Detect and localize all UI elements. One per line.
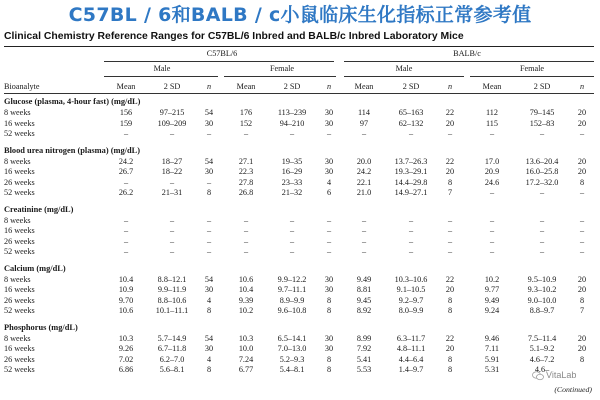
cell-balb-female-n: – [579, 226, 585, 236]
cell-balb-male-mean: – [361, 226, 367, 236]
row-label: 52 weeks [4, 365, 35, 375]
row-label: 26 weeks [4, 177, 35, 187]
cell-balb-female-sd: 9.5–10.9 [527, 275, 557, 284]
cell-balb-female-sd: 7.5–11.4 [527, 334, 557, 343]
sex-rule-balb-male [344, 76, 464, 77]
cell-c57-female-mean: 10.0 [238, 344, 254, 354]
strain-rule-c57bl6 [104, 61, 334, 62]
cell-balb-male-sd: – [408, 236, 414, 246]
cell-c57-male-sd: 5.6–8.1 [159, 365, 185, 375]
cell-c57-male-n: – [206, 129, 212, 139]
cell-c57-male-mean: 10.6 [118, 306, 134, 316]
cell-c57-male-mean: 10.4 [118, 275, 134, 284]
cell-c57-female-n: – [326, 129, 332, 139]
cell-c57-male-mean: 159 [119, 118, 133, 128]
cell-balb-female-n: – [579, 188, 585, 198]
cell-balb-male-n: – [447, 129, 453, 139]
cell-balb-male-sd: 4.8–11.1 [396, 344, 426, 354]
cell-c57-male-n: 30 [204, 344, 214, 354]
cell-c57-female-mean: – [243, 247, 249, 257]
row-label: 8 weeks [4, 157, 31, 166]
cell-c57-male-sd: 9.9–11.9 [157, 285, 187, 295]
cell-c57-male-n: 54 [204, 157, 214, 166]
section-title: Calcium (mg/dL) [4, 263, 66, 273]
cell-c57-male-sd: 8.8–10.6 [157, 295, 187, 305]
cell-balb-female-mean: 9.77 [484, 285, 500, 295]
cell-balb-male-mean: 97 [359, 118, 369, 128]
cell-c57-male-n: – [206, 247, 212, 257]
cell-balb-male-n: 20 [445, 344, 455, 354]
cell-c57-female-n: 4 [326, 177, 332, 187]
cell-balb-male-sd: 62–132 [398, 118, 424, 128]
cell-c57-male-n: 4 [206, 354, 212, 364]
cell-c57-male-n: 8 [206, 306, 212, 316]
cell-balb-female-mean: – [489, 188, 495, 198]
cell-c57-male-sd: 18–22 [161, 167, 183, 177]
watermark [532, 369, 576, 381]
cell-c57-male-mean: 9.26 [118, 344, 134, 354]
cell-c57-female-n: 30 [324, 108, 334, 118]
column-header-c57-male-n: n [206, 82, 212, 91]
strain-header-c57bl6: C57BL/6 [206, 49, 238, 58]
cell-c57-male-sd: – [169, 177, 175, 187]
cell-c57-female-mean: 176 [239, 108, 253, 118]
row-label: 8 weeks [4, 216, 31, 225]
cell-balb-male-n: 8 [447, 306, 453, 316]
cell-c57-male-sd: 97–215 [159, 108, 185, 118]
cell-c57-male-mean: 7.02 [118, 354, 134, 364]
cell-c57-female-sd: 9.9–12.2 [277, 275, 307, 284]
cell-c57-male-sd: 21–31 [161, 188, 183, 198]
cell-balb-male-n: 20 [445, 285, 455, 295]
cell-balb-female-n: 20 [577, 118, 587, 128]
column-header-c57-male-sd: 2 SD [163, 82, 181, 91]
cell-c57-female-mean: 6.77 [238, 365, 254, 375]
cell-balb-male-mean: 24.2 [356, 167, 372, 177]
row-label: 52 weeks [4, 306, 35, 316]
cell-c57-female-mean: 22.3 [238, 167, 254, 177]
cell-balb-male-sd: 6.3–11.7 [396, 334, 426, 343]
cell-balb-female-mean: 5.91 [484, 354, 500, 364]
cell-c57-female-mean: – [243, 129, 249, 139]
cell-c57-male-sd: 8.8–12.1 [157, 275, 187, 284]
strain-header-balbc: BALB/c [453, 49, 481, 58]
cell-balb-female-sd: – [539, 247, 545, 257]
cell-c57-female-sd: 19–35 [281, 157, 303, 166]
cell-balb-male-sd: 9.2–9.7 [398, 295, 424, 305]
cell-balb-male-n: 7 [447, 188, 453, 198]
cell-c57-male-mean: – [123, 236, 129, 246]
sex-header-c57-male: Male [153, 64, 171, 73]
cell-c57-female-mean: – [243, 236, 249, 246]
cell-balb-male-n: – [447, 216, 453, 225]
cell-balb-male-mean: 22.1 [356, 177, 372, 187]
row-label: 26 weeks [4, 354, 35, 364]
cell-balb-male-mean: 8.81 [356, 285, 372, 295]
cell-balb-female-n: 20 [577, 157, 587, 166]
cell-c57-female-n: – [326, 226, 332, 236]
cell-c57-male-sd: 109–209 [157, 118, 187, 128]
cell-balb-male-n: 8 [447, 177, 453, 187]
sex-header-balb-female: Female [519, 64, 545, 73]
cell-balb-female-sd: – [539, 236, 545, 246]
cell-c57-female-sd: 7.0–13.0 [277, 344, 307, 354]
cell-balb-female-mean: 7.11 [484, 344, 500, 354]
cell-c57-male-n: 54 [204, 275, 214, 284]
cell-balb-female-n: 7 [579, 306, 585, 316]
cell-balb-female-sd: 17.2–32.0 [525, 177, 559, 187]
cell-balb-female-mean: 112 [486, 108, 498, 118]
cell-c57-female-sd: 6.5–14.1 [277, 334, 307, 343]
cell-c57-male-sd: – [169, 129, 175, 139]
section-title: Phosphorus (mg/dL) [4, 322, 78, 332]
cell-balb-female-n: – [579, 216, 585, 225]
cell-balb-male-sd: – [408, 226, 414, 236]
strain-rule-balbc [344, 61, 594, 62]
cell-c57-male-mean: 10.9 [118, 285, 134, 295]
row-label: 8 weeks [4, 334, 31, 343]
cell-c57-female-n: – [326, 216, 332, 225]
cell-balb-female-n: 20 [577, 344, 587, 354]
cell-c57-female-sd: 9.6–10.8 [277, 306, 307, 316]
cell-c57-female-mean: 26.8 [238, 188, 254, 198]
cell-c57-female-n: 8 [326, 295, 332, 305]
table-title: Clinical Chemistry Reference Ranges for C57BL/6 Inbred and BALB/c Inbred Laboratory Mice [4, 31, 464, 42]
cell-balb-female-mean: – [489, 236, 495, 246]
cell-balb-female-sd: – [539, 216, 545, 225]
cell-balb-male-mean: 8.92 [356, 306, 372, 316]
cell-c57-male-sd: – [169, 247, 175, 257]
cell-balb-male-mean: – [361, 236, 367, 246]
cell-c57-female-mean: 27.1 [238, 157, 254, 166]
cell-c57-female-sd: – [289, 226, 295, 236]
row-label: 26 weeks [4, 295, 35, 305]
cell-balb-female-sd: 9.0–10.0 [527, 295, 557, 305]
row-label: 52 weeks [4, 129, 35, 139]
cell-c57-female-sd: – [289, 216, 295, 225]
cell-c57-male-n: 30 [204, 118, 214, 128]
cell-c57-female-n: 30 [324, 275, 334, 284]
cell-c57-female-n: 8 [326, 306, 332, 316]
cell-balb-male-sd: 1.4–9.7 [398, 365, 424, 375]
cell-c57-male-n: 8 [206, 365, 212, 375]
cell-c57-male-n: – [206, 226, 212, 236]
cell-balb-female-sd: – [539, 129, 545, 139]
row-label: 16 weeks [4, 226, 35, 236]
cell-c57-female-mean: 10.6 [238, 275, 254, 284]
cell-balb-female-sd: 152–83 [529, 118, 555, 128]
column-header-balb-female-mean: Mean [482, 82, 502, 91]
cell-c57-female-n: 6 [326, 188, 332, 198]
cell-c57-male-n: 54 [204, 334, 214, 343]
cell-c57-female-sd: 5.2–9.3 [279, 354, 305, 364]
cell-balb-male-sd: 14.4–29.8 [394, 177, 428, 187]
cell-balb-female-sd: 4.6– [534, 365, 550, 375]
cell-c57-female-mean: 10.2 [238, 306, 254, 316]
cell-balb-male-n: 22 [445, 108, 455, 118]
cell-c57-female-sd: 9.7–11.1 [277, 285, 307, 295]
row-label: 8 weeks [4, 275, 31, 284]
cell-balb-male-mean: – [361, 216, 367, 225]
cell-c57-female-sd: 5.4–8.1 [279, 365, 305, 375]
cell-c57-male-sd: – [169, 216, 175, 225]
column-header-balb-female-n: n [579, 82, 585, 91]
cell-c57-female-sd: 21–32 [281, 188, 303, 198]
cell-balb-male-sd: 19.3–29.1 [394, 167, 428, 177]
cell-balb-male-sd: 10.3–10.6 [394, 275, 428, 284]
cell-balb-female-sd: 16.0–25.8 [525, 167, 559, 177]
cell-c57-female-mean: – [243, 216, 249, 225]
cell-c57-male-mean: – [123, 226, 129, 236]
cell-balb-male-mean: 114 [358, 108, 370, 118]
cell-balb-female-sd: 79–145 [529, 108, 555, 118]
cell-balb-female-n: 8 [579, 354, 585, 364]
sex-header-balb-male: Male [395, 64, 413, 73]
wechat-icon [532, 371, 544, 381]
cell-balb-female-n: 20 [577, 167, 587, 177]
sex-rule-c57-female [224, 76, 336, 77]
cell-c57-male-mean: – [123, 247, 129, 257]
cell-c57-male-n: 30 [204, 167, 214, 177]
cell-balb-female-mean: 17.0 [484, 157, 500, 166]
cell-balb-female-n: 20 [577, 275, 587, 284]
cell-c57-male-sd: 6.7–11.8 [157, 344, 187, 354]
cell-c57-male-n: 54 [204, 108, 214, 118]
cell-balb-male-n: – [447, 236, 453, 246]
cell-balb-male-n: 22 [445, 275, 455, 284]
cell-balb-female-sd: 13.6–20.4 [525, 157, 559, 166]
cell-balb-male-mean: 8.99 [356, 334, 372, 343]
cell-c57-female-n: – [326, 236, 332, 246]
cell-balb-male-n: 22 [445, 334, 455, 343]
cell-balb-female-sd: – [539, 188, 545, 198]
cell-c57-female-sd: 94–210 [279, 118, 305, 128]
cell-balb-male-n: – [447, 226, 453, 236]
cell-c57-female-n: – [326, 247, 332, 257]
cell-c57-female-sd: 16–29 [281, 167, 303, 177]
cell-c57-female-mean: 10.3 [238, 334, 254, 343]
cell-c57-female-sd: 23–33 [281, 177, 303, 187]
cell-balb-female-sd: 4.6–7.2 [529, 354, 555, 364]
cell-c57-male-n: 4 [206, 295, 212, 305]
cell-c57-female-n: 30 [324, 118, 334, 128]
cell-balb-female-n: – [579, 236, 585, 246]
cell-balb-male-mean: 20.0 [356, 157, 372, 166]
cell-balb-male-sd: 9.1–10.5 [396, 285, 426, 295]
cell-balb-male-sd: 65–163 [398, 108, 424, 118]
cell-balb-male-sd: – [408, 247, 414, 257]
sex-rule-c57-male [104, 76, 218, 77]
cell-balb-male-mean: 9.45 [356, 295, 372, 305]
cell-balb-male-mean: 9.49 [356, 275, 372, 284]
cell-c57-female-sd: – [289, 236, 295, 246]
cell-c57-male-sd: – [169, 236, 175, 246]
table-top-rule [4, 46, 594, 47]
cell-balb-female-mean: – [489, 226, 495, 236]
cell-balb-male-mean: 5.53 [356, 365, 372, 375]
cell-c57-female-mean: – [243, 226, 249, 236]
cell-balb-female-n: 8 [579, 177, 585, 187]
section-title: Creatinine (mg/dL) [4, 204, 74, 214]
cell-c57-male-mean: 24.2 [118, 157, 134, 166]
cell-c57-male-sd: 10.1–11.1 [155, 306, 189, 316]
cell-balb-female-sd: – [539, 226, 545, 236]
cell-balb-female-mean: – [489, 216, 495, 225]
cell-c57-male-sd: – [169, 226, 175, 236]
watermark-text: VitaLab [546, 370, 577, 380]
cell-c57-female-n: 30 [324, 334, 334, 343]
cell-balb-female-mean: 9.49 [484, 295, 500, 305]
cell-c57-male-mean: 26.7 [118, 167, 134, 177]
cell-c57-female-sd: – [289, 247, 295, 257]
column-header-balb-male-sd: 2 SD [402, 82, 420, 91]
cell-balb-male-sd: 14.9–27.1 [394, 188, 428, 198]
cell-balb-male-sd: 8.0–9.9 [398, 306, 424, 316]
cell-balb-female-mean: 20.9 [484, 167, 500, 177]
cell-c57-male-mean: 26.2 [118, 188, 134, 198]
cell-balb-male-n: 22 [445, 157, 455, 166]
cell-balb-male-n: 8 [447, 295, 453, 305]
cell-balb-male-mean: 5.41 [356, 354, 372, 364]
sex-rule-balb-female [470, 76, 594, 77]
cell-c57-female-n: 8 [326, 354, 332, 364]
cell-balb-female-sd: 5.1–9.2 [529, 344, 555, 354]
cell-c57-male-mean: 156 [119, 108, 133, 118]
cell-c57-female-mean: 9.39 [238, 295, 254, 305]
cell-balb-female-n: 8 [579, 295, 585, 305]
cell-balb-male-n: 8 [447, 365, 453, 375]
cell-balb-female-mean: 115 [486, 118, 498, 128]
cell-c57-female-n: 30 [324, 344, 334, 354]
column-header-balb-male-mean: Mean [354, 82, 374, 91]
cell-c57-male-n: – [206, 236, 212, 246]
cell-c57-male-n: 8 [206, 188, 212, 198]
cell-balb-male-sd: – [408, 129, 414, 139]
cell-balb-female-n: 20 [577, 108, 587, 118]
cell-balb-male-n: 8 [447, 354, 453, 364]
cell-c57-male-n: 30 [204, 285, 214, 295]
cell-c57-male-mean: – [123, 177, 129, 187]
cell-c57-male-mean: 6.86 [118, 365, 134, 375]
cell-balb-male-mean: – [361, 247, 367, 257]
cell-balb-male-n: – [447, 247, 453, 257]
continued-note: (Continued) [554, 385, 592, 394]
cell-c57-male-sd: 5.7–14.9 [157, 334, 187, 343]
cell-balb-female-sd: 8.8–9.7 [529, 306, 555, 316]
column-header-c57-female-sd: 2 SD [283, 82, 301, 91]
cell-c57-female-sd: – [289, 129, 295, 139]
row-label: 16 weeks [4, 167, 35, 177]
column-header-c57-female-mean: Mean [236, 82, 256, 91]
column-header-c57-male-mean: Mean [116, 82, 136, 91]
section-title: Glucose (plasma, 4-hour fast) (mg/dL) [4, 97, 141, 106]
cell-balb-female-mean: 24.6 [484, 177, 500, 187]
row-label: 16 weeks [4, 118, 35, 128]
cell-balb-female-mean: – [489, 129, 495, 139]
cell-c57-female-n: 8 [326, 365, 332, 375]
cell-c57-male-sd: 6.2–7.0 [159, 354, 185, 364]
cell-c57-male-mean: – [123, 216, 129, 225]
cell-c57-male-mean: 9.70 [118, 295, 134, 305]
cell-c57-female-n: 30 [324, 157, 334, 166]
cell-balb-female-sd: 9.3–10.2 [527, 285, 557, 295]
column-header-bioanalyte: Bioanalyte [4, 82, 40, 91]
row-label: 52 weeks [4, 247, 35, 257]
cell-balb-male-mean: 21.0 [356, 188, 372, 198]
cell-balb-female-n: 20 [577, 285, 587, 295]
cell-balb-female-mean: 9.46 [484, 334, 500, 343]
cell-c57-male-n: – [206, 216, 212, 225]
column-header-c57-female-n: n [326, 82, 332, 91]
cell-c57-female-mean: 7.24 [238, 354, 254, 364]
cell-balb-female-n: – [579, 247, 585, 257]
row-label: 8 weeks [4, 108, 31, 118]
row-label: 16 weeks [4, 344, 35, 354]
cell-c57-female-n: 30 [324, 167, 334, 177]
cell-balb-male-n: 20 [445, 118, 455, 128]
cell-balb-male-n: 20 [445, 167, 455, 177]
cell-c57-female-n: 30 [324, 285, 334, 295]
banner-title: C57BL / 6和BALB / c小鼠临床生化指标正常参考值 [68, 4, 532, 26]
row-label: 52 weeks [4, 188, 35, 198]
row-label: 26 weeks [4, 236, 35, 246]
cell-c57-male-mean: – [123, 129, 129, 139]
row-label: 16 weeks [4, 285, 35, 295]
cell-balb-male-mean: 7.92 [356, 344, 372, 354]
cell-c57-female-sd: 8.9–9.9 [279, 295, 305, 305]
cell-c57-female-mean: 152 [239, 118, 253, 128]
cell-balb-female-mean: 10.2 [484, 275, 500, 284]
cell-c57-male-mean: 10.3 [118, 334, 134, 343]
cell-balb-male-sd: 4.4–6.4 [398, 354, 424, 364]
sex-header-c57-female: Female [269, 64, 295, 73]
cell-balb-female-mean: 5.31 [484, 365, 500, 375]
cell-c57-female-mean: 10.4 [238, 285, 254, 295]
column-header-balb-female-sd: 2 SD [533, 82, 551, 91]
cell-balb-female-n: 20 [577, 334, 587, 343]
cell-balb-male-sd: 13.7–26.3 [394, 157, 428, 166]
section-title: Blood urea nitrogen (plasma) (mg/dL) [4, 145, 141, 155]
cell-balb-male-mean: – [361, 129, 367, 139]
cell-c57-male-n: – [206, 177, 212, 187]
cell-balb-female-n: – [579, 129, 585, 139]
cell-balb-female-mean: 9.24 [484, 306, 500, 316]
column-header-balb-male-n: n [447, 82, 453, 91]
cell-c57-female-sd: 113–239 [277, 108, 307, 118]
cell-balb-male-sd: – [408, 216, 414, 225]
header-bottom-rule [4, 93, 594, 94]
cell-c57-male-sd: 18–27 [161, 157, 183, 166]
cell-c57-female-mean: 27.8 [238, 177, 254, 187]
cell-balb-female-mean: – [489, 247, 495, 257]
